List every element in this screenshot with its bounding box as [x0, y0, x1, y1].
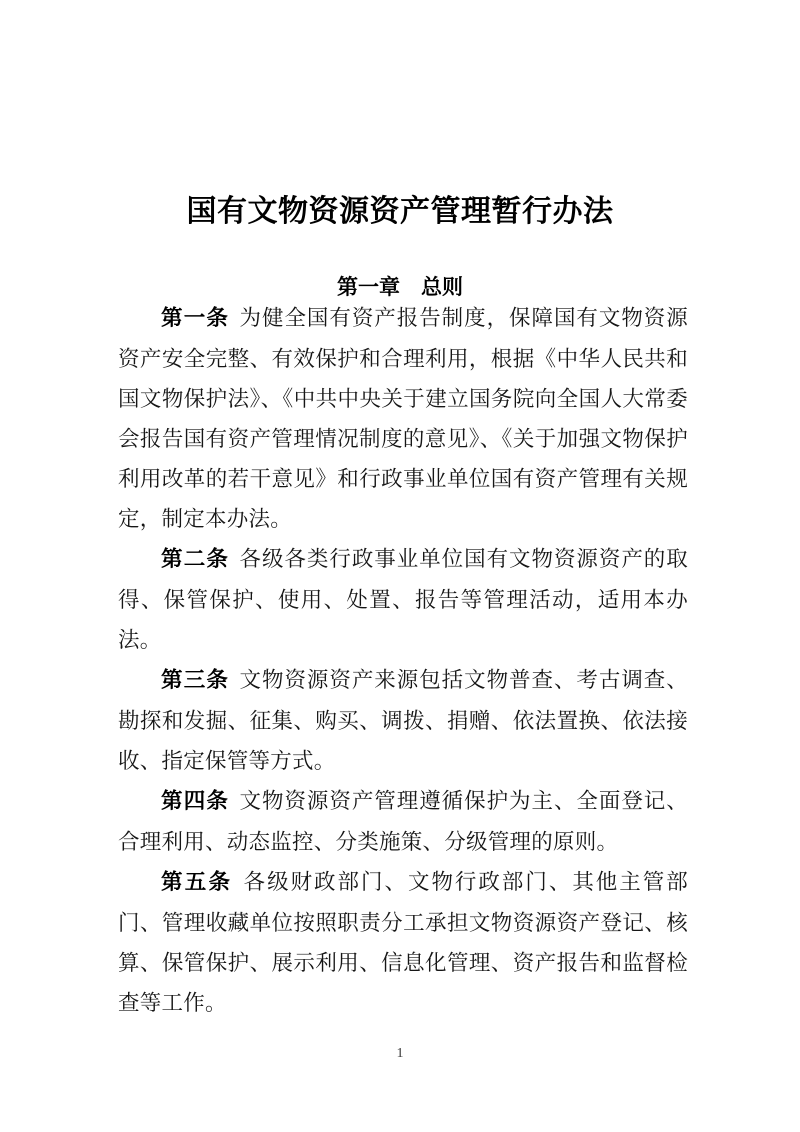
article-paragraph: [118, 298, 688, 539]
article-text: 文物资源资产管理遵循保护为主、全面登记、合理利用、动态监控、分类施策、分级管理的原则。: [118, 789, 688, 854]
article-paragraph: [118, 660, 688, 781]
article-text: 为健全国有资产报告制度，保障国有文物资源资产安全完整、有效保护和合理利用，根据《中华人民共和国文物保护法》、《中共中央关于建立国务院向全国人大常委会报告国有资产管理情况制度的意见》、《关于加强文物保护利用改革的若干意见》和行政事业单位国有资产管理有关规定，制定本办法。: [118, 306, 688, 531]
article-text: 各级财政部门、文物行政部门、其他主管部门、管理收藏单位按照职责分工承担文物资源资产登记、核算、保管保护、展示利用、信息化管理、资产报告和监督检查等工作。: [118, 870, 688, 1015]
article-paragraph: [118, 539, 688, 660]
page-number: 1: [396, 1046, 404, 1061]
page-title: 国有文物资源资产管理暂行办法: [186, 194, 614, 230]
article-number: 第三条: [161, 668, 230, 693]
article-number: 第四条: [161, 789, 230, 814]
article-text: 文物资源资产来源包括文物普查、考古调查、勘探和发掘、征集、购买、调拨、捐赠、依法置换、依法接收、指定保管等方式。: [118, 668, 688, 773]
article-number: 第二条: [161, 547, 230, 572]
article-paragraph: [118, 781, 688, 862]
article-paragraph: [118, 862, 688, 1023]
chapter-heading: 第一章 总则: [337, 275, 463, 300]
page-header: [118, 60, 686, 90]
article-number: 第五条: [161, 870, 233, 895]
document-body: [118, 298, 688, 1023]
article-text: 各级各类行政事业单位国有文物资源资产的取得、保管保护、使用、处置、报告等管理活动，适用本办法。: [118, 547, 688, 652]
page-footer: [0, 1044, 800, 1063]
article-number: 第一条: [161, 306, 230, 331]
